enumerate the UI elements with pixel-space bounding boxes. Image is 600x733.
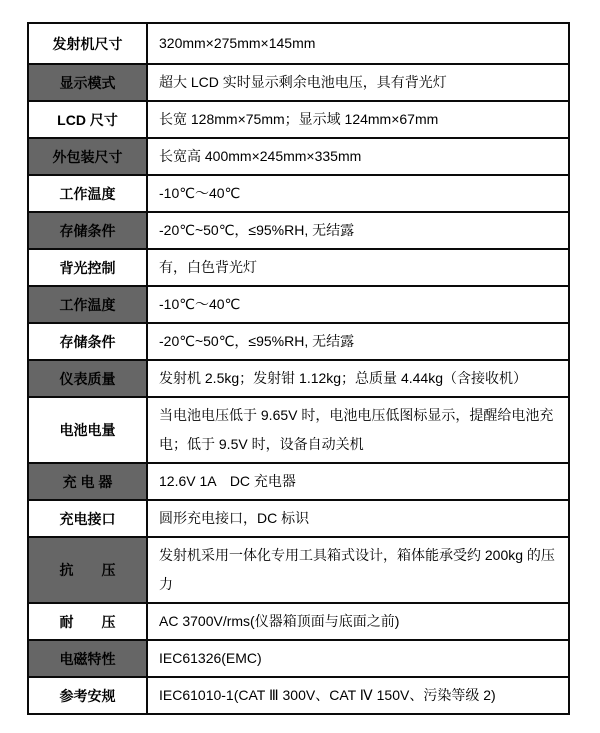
table-row — [29, 604, 568, 641]
row-value — [148, 24, 568, 63]
row-value-text: 发射机采用一体化专用工具箱式设计，箱体能承受约 200kg 的压力 — [159, 547, 555, 592]
row-value — [148, 176, 568, 211]
row-label — [29, 464, 148, 499]
row-value — [148, 361, 568, 396]
row-value-text: -20℃~50℃，≤95%RH, 无结露 — [159, 222, 355, 238]
table-row — [29, 102, 568, 139]
row-label — [29, 24, 148, 63]
row-value — [148, 538, 568, 602]
row-value-text: -10℃～40℃ — [159, 185, 241, 201]
row-label — [29, 65, 148, 100]
row-label-text: 参考安规 — [59, 687, 116, 704]
row-label-text: 电磁特性 — [59, 650, 116, 667]
row-label — [29, 538, 148, 602]
row-value-text: 超大 LCD 实时显示剩余电池电压，具有背光灯 — [159, 74, 447, 90]
table-row — [29, 538, 568, 604]
row-label — [29, 250, 148, 285]
row-value — [148, 65, 568, 100]
row-value-text: 当电池电压低于 9.65V 时，电池电压低图标显示，提醒给电池充电；低于 9.5V 时，设备自动关机 — [159, 407, 554, 452]
row-value-text: 发射机 2.5kg；发射钳 1.12kg；总质量 4.44kg（含接收机） — [159, 370, 527, 386]
row-value — [148, 398, 568, 462]
row-value-text: 320mm×275mm×145mm — [159, 35, 316, 51]
row-label — [29, 213, 148, 248]
row-value-text: 12.6V 1A DC 充电器 — [159, 473, 296, 489]
row-label — [29, 604, 148, 639]
row-value — [148, 641, 568, 676]
row-label — [29, 398, 148, 462]
row-value — [148, 324, 568, 359]
table-row — [29, 176, 568, 213]
row-label — [29, 641, 148, 676]
row-label-text: 外包装尺寸 — [52, 148, 123, 165]
table-row — [29, 287, 568, 324]
row-label-text: 耐 压 — [59, 613, 116, 630]
row-label — [29, 139, 148, 174]
row-value-text: 长宽高 400mm×245mm×335mm — [159, 148, 362, 164]
table-row — [29, 464, 568, 501]
table-row — [29, 65, 568, 102]
row-label-text: 存储条件 — [59, 222, 116, 239]
row-label-text: 充 电 器 — [62, 473, 113, 490]
table-row — [29, 139, 568, 176]
row-label — [29, 678, 148, 713]
row-label-text: 仪表质量 — [59, 370, 116, 387]
row-label-text: LCD 尺寸 — [57, 111, 118, 128]
row-label — [29, 287, 148, 322]
row-label-text: 显示模式 — [59, 74, 116, 91]
row-label-text: 充电接口 — [59, 510, 116, 527]
row-label-text: 存储条件 — [59, 333, 116, 350]
row-value — [148, 604, 568, 639]
row-value — [148, 139, 568, 174]
row-label — [29, 102, 148, 137]
table-row — [29, 361, 568, 398]
row-value — [148, 501, 568, 536]
row-value — [148, 213, 568, 248]
specification-table — [27, 22, 570, 715]
row-value-text: -10℃～40℃ — [159, 296, 241, 312]
row-label-text: 发射机尺寸 — [52, 35, 123, 52]
table-row — [29, 213, 568, 250]
row-label-text: 工作温度 — [59, 185, 116, 202]
table-row — [29, 324, 568, 361]
row-value-text: IEC61010-1(CAT Ⅲ 300V、CAT Ⅳ 150V、污染等级 2) — [159, 687, 496, 703]
table-row — [29, 24, 568, 65]
row-value — [148, 102, 568, 137]
row-value-text: 圆形充电接口，DC 标识 — [159, 510, 310, 526]
row-value-text: 有，白色背光灯 — [159, 259, 257, 275]
row-value-text: 长宽 128mm×75mm；显示域 124mm×67mm — [159, 111, 439, 127]
row-label — [29, 361, 148, 396]
row-label-text: 抗 压 — [59, 562, 116, 578]
table-row — [29, 641, 568, 678]
row-value — [148, 250, 568, 285]
row-label — [29, 324, 148, 359]
table-row — [29, 678, 568, 713]
table-row — [29, 398, 568, 464]
row-value — [148, 678, 568, 713]
table-row — [29, 250, 568, 287]
row-label-text: 电池电量 — [59, 422, 116, 438]
row-label — [29, 501, 148, 536]
row-value-text: IEC61326(EMC) — [159, 650, 262, 666]
row-value-text: AC 3700V/rms(仪器箱顶面与底面之前) — [159, 613, 400, 629]
row-value-text: -20℃~50℃，≤95%RH, 无结露 — [159, 333, 355, 349]
table-row — [29, 501, 568, 538]
row-value — [148, 287, 568, 322]
row-label-text: 工作温度 — [59, 296, 116, 313]
row-label-text: 背光控制 — [59, 259, 116, 276]
row-label — [29, 176, 148, 211]
row-value — [148, 464, 568, 499]
